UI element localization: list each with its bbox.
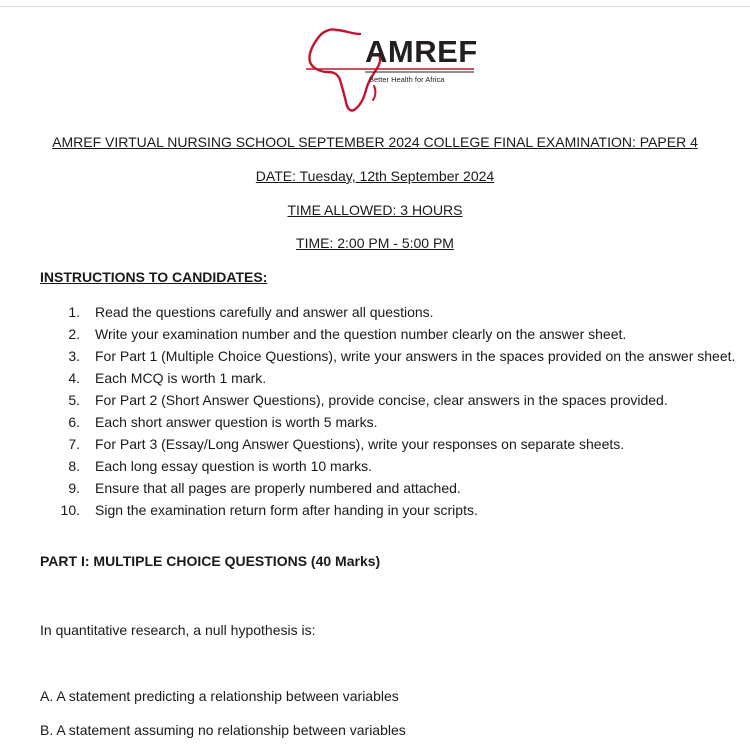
instruction-number: 6. [68,414,80,430]
exam-title: AMREF VIRTUAL NURSING SCHOOL SEPTEMBER 2024 COLLEGE FINAL EXAMINATION: PAPER 4 [52,134,698,150]
instruction-number: 4. [68,370,80,386]
part1-heading: PART I: MULTIPLE CHOICE QUESTIONS (40 Marks) [40,553,381,569]
instruction-number: 9. [68,480,80,496]
instruction-text: Sign the examination return form after handing in your scripts. [95,502,478,518]
instruction-text: For Part 3 (Essay/Long Answer Questions), write your responses on separate sheets. [95,436,625,452]
instruction-item [0,411,750,433]
instruction-number: 1. [68,304,80,320]
logo-brand-text: AMREF [365,34,478,69]
instruction-item [0,477,750,499]
instruction-item [0,301,750,323]
instruction-number: 2. [68,326,80,342]
instruction-text: Read the questions carefully and answer all questions. [95,304,434,320]
instruction-text: Each long essay question is worth 10 marks. [95,458,373,474]
instruction-number: 10. [60,502,80,518]
instruction-number: 8. [68,458,80,474]
instruction-item [0,389,750,411]
instructions-list [0,301,750,521]
answer-option-b: B. A statement assuming no relationship between variables [40,722,406,738]
question-stem: In quantitative research, a null hypothesis is: [40,622,316,638]
logo-tagline: Better Health for Africa [369,75,445,84]
instruction-text: For Part 1 (Multiple Choice Questions), write your answers in the spaces provided on the answer sheet. [95,348,736,364]
instruction-item [0,323,750,345]
instruction-text: Each MCQ is worth 1 mark. [95,370,267,386]
instruction-text: Write your examination number and the question number clearly on the answer sheet. [95,326,627,342]
time-allowed: TIME ALLOWED: 3 HOURS [287,202,463,218]
instruction-text: For Part 2 (Short Answer Questions), provide concise, clear answers in the spaces provided. [95,392,668,408]
exam-date: DATE: Tuesday, 12th September 2024 [255,168,495,184]
instruction-item [0,345,750,367]
instruction-text: Ensure that all pages are properly numbered and attached. [95,480,461,496]
instruction-item [0,455,750,477]
instruction-number: 7. [68,436,80,452]
amref-logo [306,24,476,116]
instruction-item [0,499,750,521]
instructions-heading: INSTRUCTIONS TO CANDIDATES: [40,269,268,285]
instruction-number: 3. [68,348,80,364]
answer-option-a: A. A statement predicting a relationship between variables [40,688,399,704]
top-rule [0,0,750,7]
instruction-number: 5. [68,392,80,408]
instruction-item [0,433,750,455]
exam-time: TIME: 2:00 PM - 5:00 PM [296,235,454,251]
instruction-text: Each short answer question is worth 5 marks. [95,414,378,430]
instruction-item [0,367,750,389]
